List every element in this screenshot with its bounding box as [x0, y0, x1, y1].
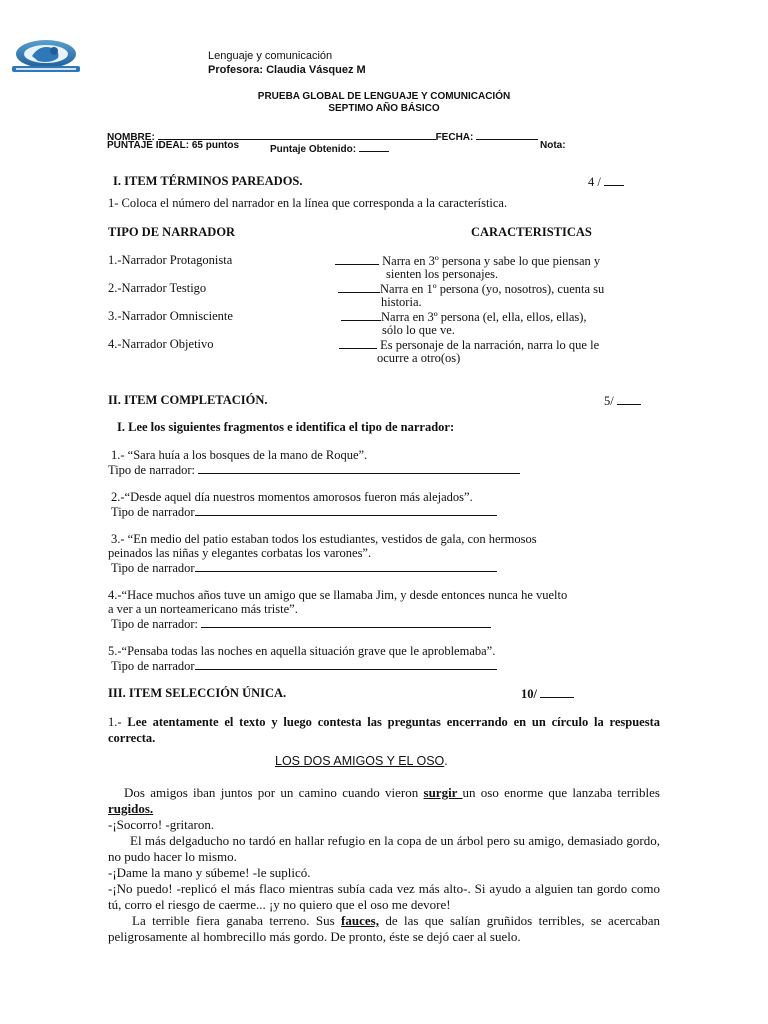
name-label: NOMBRE: — [107, 132, 155, 143]
fragment-4-answer — [111, 616, 491, 632]
answer-line-1[interactable] — [335, 253, 379, 265]
story-p1-part-a: Dos amigos iban juntos por un camino cuando vieron — [124, 785, 424, 800]
section1-score — [588, 174, 624, 190]
section1-title: I. ITEM TÉRMINOS PAREADOS. — [113, 174, 303, 188]
story-paragraph-5: -¡No puedo! -replicó el más flaco mientras subía cada vez más alto-. Si ayudo a alguien tan gordo como tú, corro el riesgo de caerme... ¡y no quiero que el oso me devore! — [108, 881, 660, 912]
teacher-label: Profesora: Claudia Vásquez M — [208, 64, 366, 76]
fragment-1-label: Tipo de narrador: — [108, 463, 196, 477]
story-p1-part-b: un oso enorme que lanzaba terribles — [462, 785, 660, 800]
story-p6-part-a: La terrible fiera ganaba terreno. Sus — [132, 913, 342, 928]
answer-line-3[interactable] — [341, 309, 381, 321]
obtained-row — [270, 140, 389, 155]
fragment-2-text: 2.-“Desde aquel día nuestros momentos amorosos fueron más alejados”. — [111, 490, 473, 504]
section1-instruction: 1- Coloca el número del narrador en la línea que corresponda a la característica. — [108, 196, 508, 210]
section3-instruction-number: 1.- — [108, 715, 122, 729]
fragment-4-field[interactable] — [201, 616, 491, 628]
characteristic-4-line1: Es personaje de la narración, narra lo que le — [380, 338, 600, 352]
vocab-surgir: surgir — [423, 785, 463, 800]
fragment-5-answer — [111, 658, 497, 674]
obtained-field[interactable] — [359, 140, 389, 152]
section2-instruction: I. Lee los siguientes fragmentos e identifica el tipo de narrador: — [117, 420, 455, 434]
narrator-4: 4.-Narrador Objetivo — [108, 337, 214, 351]
section3-score-field[interactable] — [540, 686, 574, 698]
fragment-4-text-line1: 4.-“Hace muchos años tuve un amigo que se llamaba Jim, y desde entonces nunca he vuelto — [108, 588, 568, 602]
date-field[interactable] — [476, 128, 538, 140]
ideal-score: PUNTAJE IDEAL: 65 puntos — [107, 140, 240, 151]
story-paragraph-4: -¡Dame la mano y súbeme! -le suplicó. — [108, 865, 311, 880]
grade-title: SEPTIMO AÑO BÁSICO — [328, 103, 440, 114]
story-title-text: LOS DOS AMIGOS Y EL OSO — [275, 754, 445, 768]
characteristic-2-line2: historia. — [381, 295, 422, 309]
story-title-dot: . — [444, 754, 448, 768]
fragment-3-answer — [111, 560, 497, 576]
section3-title: III. ITEM SELECCIÓN ÚNICA. — [108, 686, 287, 700]
fragment-1-text: 1.- “Sara huía a los bosques de la mano de Roque”. — [111, 448, 368, 462]
answer-line-2[interactable] — [338, 281, 380, 293]
school-logo — [8, 38, 84, 76]
answer-line-4[interactable] — [339, 337, 377, 349]
story-paragraph-2: -¡Socorro! -gritaron. — [108, 817, 215, 832]
section2-score-label: 5/ — [604, 394, 614, 408]
narrator-3: 3.-Narrador Omnisciente — [108, 309, 233, 323]
col-narrator-type: TIPO DE NARRADOR — [108, 225, 236, 239]
story-paragraph-6 — [108, 913, 660, 945]
characteristic-4-line2: ocurre a otro(os) — [377, 351, 461, 365]
fragment-4-text-line2: a ver a un norteamericano más triste”. — [108, 602, 298, 616]
fragment-5-text: 5.-“Pensaba todas las noches en aquella situación grave que le aproblemaba”. — [108, 644, 496, 658]
fragment-5-label: Tipo de narrador — [111, 659, 195, 673]
fragment-3-text-line1: 3.- “En medio del patio estaban todos los estudiantes, vestidos de gala, con hermosos — [111, 532, 537, 546]
section3-instruction-text: Lee atentamente el texto y luego contesta las preguntas encerrando en un círculo la respuesta correcta. — [108, 715, 660, 745]
characteristic-3-line1: Narra en 3º persona (el, ella, ellos, ellas), — [381, 310, 587, 324]
story-paragraph-1 — [108, 785, 660, 817]
fragment-3-text-line2: peinados las niñas y elegantes corbatas los varones”. — [108, 546, 372, 560]
fragment-3-label: Tipo de narrador — [111, 561, 195, 575]
characteristic-1-line1: Narra en 3º persona y sabe lo que piensan y — [382, 254, 601, 268]
section3-score-label: 10/ — [521, 687, 537, 701]
vocab-fauces: fauces, — [341, 913, 379, 928]
narrator-2: 2.-Narrador Testigo — [108, 281, 207, 295]
date-label: FECHA: — [435, 132, 474, 143]
fragment-1-answer — [108, 462, 520, 478]
section1-score-field[interactable] — [604, 174, 624, 186]
characteristic-3-line2: sólo lo que ve. — [382, 323, 455, 337]
fragment-3-field[interactable] — [195, 560, 497, 572]
story-paragraph-3: El más delgaducho no tardó en hallar refugio en la copa de un árbol pero su amigo, demasiado gordo, no pudo hacer lo mismo. — [108, 833, 660, 864]
fragment-5-field[interactable] — [195, 658, 497, 670]
fragment-2-answer — [111, 504, 497, 520]
subject-label: Lenguaje y comunicación — [208, 50, 333, 62]
characteristic-2 — [338, 281, 604, 297]
story-title — [275, 754, 448, 768]
test-title: PRUEBA GLOBAL DE LENGUAJE Y COMUNICACIÓN — [257, 91, 511, 102]
fragment-4-label: Tipo de narrador: — [111, 617, 199, 631]
characteristic-1-line2: sienten los personajes. — [386, 267, 499, 281]
narrator-1: 1.-Narrador Protagonista — [108, 253, 233, 267]
vocab-rugidos: rugidos. — [108, 801, 154, 816]
fragment-1-field[interactable] — [198, 462, 520, 474]
name-field[interactable] — [158, 128, 436, 140]
section1-score-label: 4 / — [588, 175, 601, 189]
section2-title: II. ITEM COMPLETACIÓN. — [108, 393, 268, 407]
section3-score — [521, 686, 574, 702]
obtained-label: Puntaje Obtenido: — [270, 144, 357, 155]
characteristic-3 — [341, 309, 587, 325]
section2-score — [604, 393, 641, 409]
story-p6-part-b: de las que salían gruñidos terribles, se acercaban peligrosamente al hombrecillo más gordo. De pronto, éste se dejó caer al suelo. — [108, 913, 660, 944]
grade-label: Nota: — [540, 140, 566, 151]
characteristic-2-line1: Narra en 1º persona (yo, nosotros), cuenta su — [380, 282, 605, 296]
section2-score-field[interactable] — [617, 393, 641, 405]
section3-instruction — [108, 714, 660, 746]
fragment-2-label: Tipo de narrador — [111, 505, 195, 519]
col-characteristics: CARACTERISTICAS — [471, 225, 592, 239]
fragment-2-field[interactable] — [195, 504, 497, 516]
